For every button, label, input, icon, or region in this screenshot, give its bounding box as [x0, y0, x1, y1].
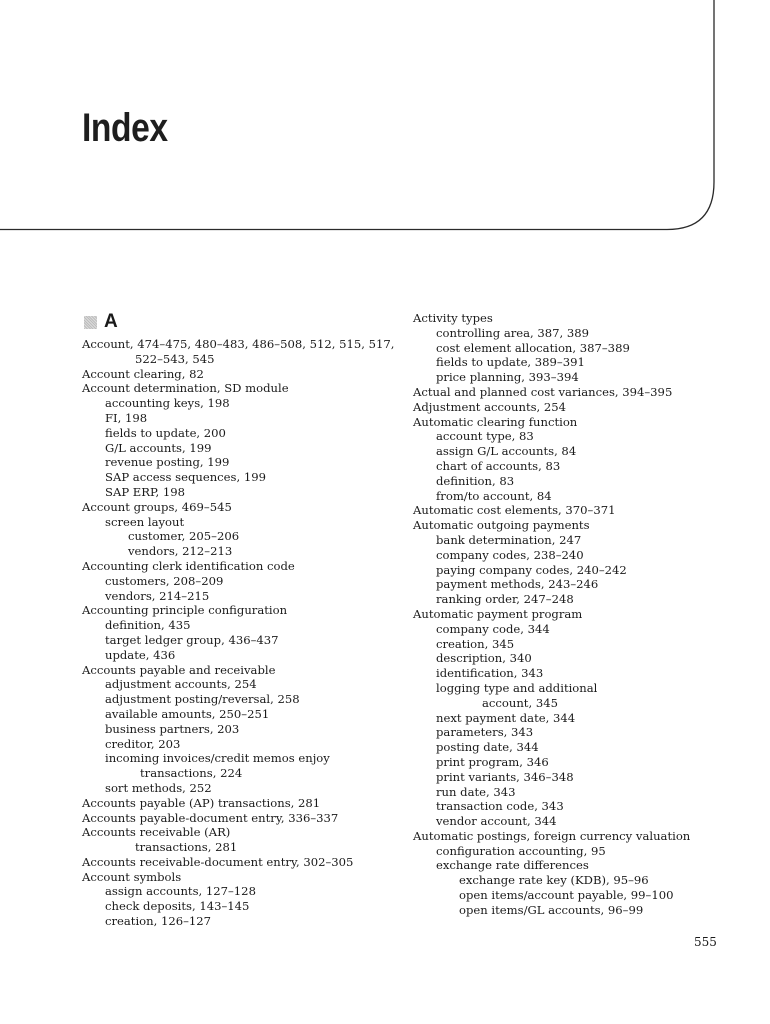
index-entries-left — [82, 337, 395, 929]
index-entry: transactions, 224 — [140, 766, 243, 781]
index-entry: vendor account, 344 — [436, 814, 557, 829]
index-entry: transactions, 281 — [135, 840, 238, 855]
index-entry: customers, 208–209 — [105, 573, 224, 588]
index-entry: parameters, 343 — [436, 725, 534, 740]
index-entry: definition, 435 — [105, 618, 191, 633]
index-column-left — [82, 310, 395, 929]
index-entry: posting date, 344 — [436, 740, 539, 755]
index-entry: vendors, 214–215 — [105, 588, 210, 603]
index-entry: creation, 345 — [436, 636, 515, 651]
index-entry: Accounts receivable-document entry, 302–305 — [82, 854, 354, 869]
index-entry: revenue posting, 199 — [105, 455, 230, 470]
index-entry: check deposits, 143–145 — [105, 899, 250, 914]
index-entry: Account groups, 469–545 — [82, 499, 232, 514]
index-entry: description, 340 — [436, 651, 532, 666]
index-entry: Account determination, SD module — [82, 381, 289, 396]
index-entry: Accounts receivable (AR) — [82, 825, 231, 840]
index-entry: Automatic payment program — [413, 606, 583, 621]
index-entry: Activity types — [413, 311, 493, 325]
index-entry: account, 345 — [482, 695, 558, 710]
index-entry: Automatic clearing function — [413, 414, 578, 429]
index-entry: target ledger group, 436–437 — [105, 632, 279, 647]
index-entry: payment methods, 243–246 — [436, 577, 599, 592]
index-entry: logging type and additional — [436, 680, 598, 695]
index-entry: assign G/L accounts, 84 — [436, 444, 577, 459]
index-entry: assign accounts, 127–128 — [105, 884, 256, 899]
index-entry: chart of accounts, 83 — [436, 458, 561, 473]
index-entry: Account clearing, 82 — [82, 366, 204, 381]
index-entry: screen layout — [105, 514, 185, 529]
index-entry: company code, 344 — [436, 621, 550, 636]
index-entry: Accounting principle configuration — [82, 603, 288, 618]
index-entry: Account, 474–475, 480–483, 486–508, 512, 515, 517, — [82, 337, 395, 351]
index-entry: fields to update, 389–391 — [436, 355, 585, 370]
index-entry: adjustment posting/reversal, 258 — [105, 692, 300, 707]
index-entry: G/L accounts, 199 — [105, 440, 212, 455]
index-entry: fields to update, 200 — [105, 425, 226, 440]
section-letter: A — [104, 310, 118, 332]
index-entry: open items/GL accounts, 96–99 — [459, 902, 644, 917]
page-number: 555 — [694, 935, 717, 949]
index-entry: Automatic outgoing payments — [413, 518, 590, 533]
index-entries-right — [413, 311, 733, 918]
index-entry: account type, 83 — [436, 429, 534, 444]
index-entry: paying company codes, 240–242 — [436, 562, 627, 577]
index-entry: Actual and planned cost variances, 394–395 — [413, 384, 673, 399]
index-entry: ranking order, 247–248 — [436, 592, 574, 607]
section-marker-icon — [84, 316, 97, 329]
index-entry: update, 436 — [105, 647, 176, 662]
index-entry: definition, 83 — [436, 473, 515, 488]
index-entry: 522–543, 545 — [135, 351, 215, 366]
index-entry: exchange rate key (KDB), 95–96 — [459, 873, 649, 888]
index-entry: Account symbols — [82, 869, 182, 884]
index-entry: accounting keys, 198 — [105, 396, 230, 411]
index-entry: Accounting clerk identification code — [82, 558, 295, 573]
index-entry: bank determination, 247 — [436, 532, 582, 547]
index-entry: from/to account, 84 — [436, 488, 552, 503]
index-entry: available amounts, 250–251 — [105, 706, 270, 721]
section-heading — [82, 311, 392, 333]
index-entry: configuration accounting, 95 — [436, 843, 606, 858]
index-entry: exchange rate differences — [436, 858, 589, 873]
index-entry: print program, 346 — [436, 754, 549, 769]
index-entry: adjustment accounts, 254 — [105, 677, 257, 692]
index-entry: Adjustment accounts, 254 — [413, 399, 567, 414]
page-title: Index — [82, 106, 168, 150]
index-entry: identification, 343 — [436, 666, 544, 681]
index-entry: FI, 198 — [105, 410, 148, 425]
index-entry: Accounts payable (AP) transactions, 281 — [82, 795, 321, 810]
index-entry: company codes, 238–240 — [436, 547, 584, 562]
index-entry: print variants, 346–348 — [436, 769, 574, 784]
index-entry: SAP ERP, 198 — [105, 484, 185, 499]
index-column-right — [413, 311, 733, 918]
index-entry: next payment date, 344 — [436, 710, 576, 725]
index-entry: incoming invoices/credit memos enjoy — [105, 751, 330, 766]
index-entry: controlling area, 387, 389 — [436, 325, 590, 340]
index-entry: open items/account payable, 99–100 — [459, 888, 674, 903]
index-entry: Accounts payable and receivable — [82, 662, 276, 677]
index-entry: customer, 205–206 — [128, 529, 240, 544]
index-entry: sort methods, 252 — [105, 780, 212, 795]
index-entry: run date, 343 — [436, 784, 516, 799]
index-entry: business partners, 203 — [105, 721, 240, 736]
index-entry: price planning, 393–394 — [436, 370, 579, 385]
index-entry: transaction code, 343 — [436, 799, 564, 814]
index-entry: Automatic cost elements, 370–371 — [413, 503, 616, 518]
index-entry: cost element allocation, 387–389 — [436, 340, 630, 355]
index-entry: creditor, 203 — [105, 736, 181, 751]
index-entry: vendors, 212–213 — [128, 544, 233, 559]
index-entry: SAP access sequences, 199 — [105, 470, 266, 485]
index-entry: Accounts payable-document entry, 336–337 — [82, 810, 339, 825]
index-entry: Automatic postings, foreign currency valuation — [413, 828, 691, 843]
index-entry: creation, 126–127 — [105, 914, 212, 929]
